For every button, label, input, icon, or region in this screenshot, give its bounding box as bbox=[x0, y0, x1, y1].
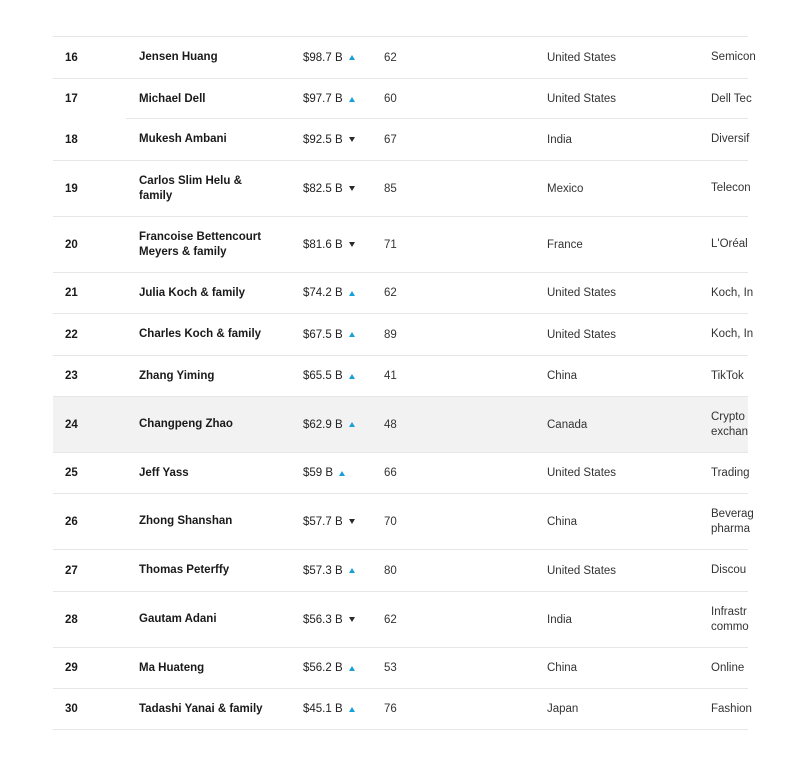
trend-down-icon bbox=[349, 186, 355, 191]
net-worth-value: $92.5 B bbox=[303, 133, 343, 146]
source-cell: Semicon bbox=[711, 51, 756, 63]
age-cell: 66 bbox=[384, 467, 397, 479]
net-worth-cell bbox=[303, 419, 384, 431]
country-cell: United States bbox=[547, 564, 617, 577]
net-worth-cell bbox=[303, 370, 384, 382]
source-line: Crypto bbox=[711, 410, 745, 423]
source-line: Infrastr bbox=[711, 605, 747, 618]
name-cell[interactable]: Tadashi Yanai & family bbox=[139, 702, 263, 715]
source-line: Beverag bbox=[711, 507, 754, 520]
net-worth-value: $81.6 B bbox=[303, 238, 343, 251]
net-worth-value: $97.7 B bbox=[303, 93, 343, 105]
table-row[interactable] bbox=[53, 119, 748, 160]
name-cell[interactable]: Mukesh Ambani bbox=[139, 133, 227, 145]
net-worth-cell bbox=[303, 93, 384, 105]
source-cell bbox=[711, 605, 748, 635]
net-worth-cell bbox=[303, 467, 384, 479]
rank-cell: 21 bbox=[65, 287, 78, 299]
name-line: Francoise Bettencourt bbox=[139, 230, 262, 243]
trend-up-icon bbox=[349, 707, 355, 712]
country-cell: Japan bbox=[547, 703, 579, 715]
country-cell: France bbox=[547, 238, 583, 251]
source-cell: Trading bbox=[711, 466, 750, 479]
rank-cell: 28 bbox=[65, 613, 78, 626]
country-cell: China bbox=[547, 515, 578, 528]
source-cell: L'Oréal bbox=[711, 238, 748, 250]
billionaires-table bbox=[53, 36, 756, 732]
source-cell: Dell Tec bbox=[711, 92, 752, 105]
trend-up-icon bbox=[349, 374, 355, 379]
rank-cell: 23 bbox=[65, 370, 78, 382]
rank-cell: 30 bbox=[65, 703, 78, 715]
net-worth-cell bbox=[303, 614, 384, 626]
trend-up-icon bbox=[349, 422, 355, 427]
trend-up-icon bbox=[349, 55, 355, 60]
table-row-highlighted[interactable] bbox=[53, 396, 748, 452]
net-worth-cell bbox=[303, 662, 384, 674]
age-cell: 48 bbox=[384, 418, 397, 431]
rank-cell: 24 bbox=[65, 418, 78, 431]
source-cell: Discou bbox=[711, 564, 747, 576]
table-row[interactable] bbox=[53, 355, 748, 396]
country-cell: Mexico bbox=[547, 182, 584, 195]
source-cell: Fashion bbox=[711, 702, 752, 715]
age-cell: 41 bbox=[384, 370, 397, 382]
source-cell bbox=[711, 507, 754, 537]
net-worth-value: $65.5 B bbox=[303, 370, 343, 382]
rank-cell: 19 bbox=[65, 182, 78, 195]
name-cell[interactable]: Gautam Adani bbox=[139, 613, 217, 625]
name-cell[interactable]: Thomas Peterffy bbox=[139, 564, 230, 576]
country-cell: United States bbox=[547, 328, 617, 341]
country-cell: United States bbox=[547, 287, 617, 299]
name-cell[interactable]: Charles Koch & family bbox=[139, 328, 262, 340]
net-worth-cell bbox=[303, 239, 384, 251]
age-cell: 62 bbox=[384, 51, 397, 64]
net-worth-value: $57.7 B bbox=[303, 515, 343, 528]
name-cell[interactable]: Changpeng Zhao bbox=[139, 418, 233, 430]
name-cell[interactable]: Zhang Yiming bbox=[139, 369, 215, 382]
net-worth-value: $57.3 B bbox=[303, 564, 343, 577]
rank-cell: 26 bbox=[65, 515, 78, 528]
name-line: Meyers & family bbox=[139, 245, 227, 258]
age-cell: 62 bbox=[384, 613, 397, 626]
source-cell: Koch, In bbox=[711, 328, 754, 340]
net-worth-cell bbox=[303, 516, 384, 528]
name-cell[interactable] bbox=[139, 174, 303, 204]
net-worth-cell bbox=[303, 287, 384, 299]
table-row[interactable] bbox=[53, 549, 748, 591]
trend-down-icon bbox=[349, 137, 355, 142]
net-worth-cell bbox=[303, 565, 384, 577]
country-cell: United States bbox=[547, 93, 617, 105]
table-row[interactable] bbox=[53, 647, 748, 688]
trend-up-icon bbox=[349, 97, 355, 102]
trend-down-icon bbox=[349, 242, 355, 247]
age-cell: 62 bbox=[384, 287, 397, 299]
table-row[interactable] bbox=[53, 591, 748, 647]
trend-down-icon bbox=[349, 519, 355, 524]
rank-cell: 18 bbox=[65, 133, 78, 146]
source-cell: Telecon bbox=[711, 182, 751, 194]
source-cell: Diversif bbox=[711, 133, 750, 145]
rank-cell: 29 bbox=[65, 662, 78, 674]
table-row[interactable] bbox=[53, 78, 752, 119]
name-cell[interactable]: Julia Koch & family bbox=[139, 286, 246, 299]
country-cell: Canada bbox=[547, 418, 588, 431]
country-cell: China bbox=[547, 662, 578, 674]
source-line: commo bbox=[711, 620, 749, 633]
table-row[interactable] bbox=[53, 272, 754, 313]
net-worth-cell bbox=[303, 134, 384, 146]
name-line: Carlos Slim Helu & bbox=[139, 174, 242, 187]
rank-cell: 22 bbox=[65, 328, 78, 341]
name-cell[interactable] bbox=[139, 230, 303, 260]
source-cell: Online bbox=[711, 661, 745, 674]
net-worth-cell bbox=[303, 52, 384, 64]
source-cell: Koch, In bbox=[711, 286, 754, 299]
table-row[interactable] bbox=[53, 493, 754, 549]
table-row[interactable] bbox=[53, 313, 754, 355]
source-cell: TikTok bbox=[711, 369, 744, 382]
net-worth-value: $56.2 B bbox=[303, 662, 343, 674]
rank-cell: 20 bbox=[65, 238, 78, 251]
net-worth-value: $98.7 B bbox=[303, 51, 343, 64]
trend-up-icon bbox=[349, 568, 355, 573]
net-worth-cell bbox=[303, 183, 384, 195]
name-cell[interactable]: Ma Huateng bbox=[139, 661, 205, 674]
net-worth-value: $62.9 B bbox=[303, 418, 343, 431]
trend-down-icon bbox=[349, 617, 355, 622]
source-line: exchan bbox=[711, 425, 749, 438]
table-row[interactable] bbox=[53, 452, 748, 493]
age-cell: 80 bbox=[384, 564, 397, 577]
net-worth-value: $74.2 B bbox=[303, 287, 343, 299]
age-cell: 85 bbox=[384, 182, 397, 195]
table-row[interactable] bbox=[53, 216, 748, 272]
country-cell: United States bbox=[547, 467, 617, 479]
name-line: family bbox=[139, 189, 173, 202]
table-row[interactable] bbox=[53, 688, 752, 730]
source-line: pharma bbox=[711, 522, 750, 535]
age-cell: 70 bbox=[384, 515, 397, 528]
net-worth-value: $45.1 B bbox=[303, 703, 343, 715]
name-cell[interactable]: Jensen Huang bbox=[139, 51, 218, 63]
net-worth-cell bbox=[303, 703, 384, 715]
table-row[interactable] bbox=[53, 36, 756, 78]
age-cell: 76 bbox=[384, 703, 397, 715]
country-cell: China bbox=[547, 370, 578, 382]
net-worth-value: $82.5 B bbox=[303, 182, 343, 195]
net-worth-value: $56.3 B bbox=[303, 613, 343, 626]
age-cell: 71 bbox=[384, 238, 397, 251]
rank-cell: 17 bbox=[65, 93, 78, 105]
age-cell: 89 bbox=[384, 328, 397, 341]
rank-cell: 27 bbox=[65, 564, 78, 577]
trend-up-icon bbox=[349, 666, 355, 671]
rank-cell: 16 bbox=[65, 51, 78, 64]
net-worth-cell bbox=[303, 329, 384, 341]
rank-cell: 25 bbox=[65, 467, 78, 479]
name-cell[interactable]: Zhong Shanshan bbox=[139, 515, 233, 527]
net-worth-value: $59 B bbox=[303, 467, 334, 479]
age-cell: 60 bbox=[384, 93, 397, 105]
source-cell bbox=[711, 410, 748, 440]
age-cell: 53 bbox=[384, 662, 397, 674]
country-cell: India bbox=[547, 613, 572, 626]
age-cell: 67 bbox=[384, 133, 397, 146]
trend-up-icon bbox=[349, 291, 355, 296]
country-cell: United States bbox=[547, 51, 617, 64]
table-row[interactable] bbox=[53, 160, 751, 216]
net-worth-value: $67.5 B bbox=[303, 328, 343, 341]
name-cell[interactable]: Michael Dell bbox=[139, 92, 206, 105]
trend-up-icon bbox=[349, 332, 355, 337]
name-cell[interactable]: Jeff Yass bbox=[139, 466, 189, 479]
trend-up-icon bbox=[339, 471, 345, 476]
country-cell: India bbox=[547, 133, 572, 146]
